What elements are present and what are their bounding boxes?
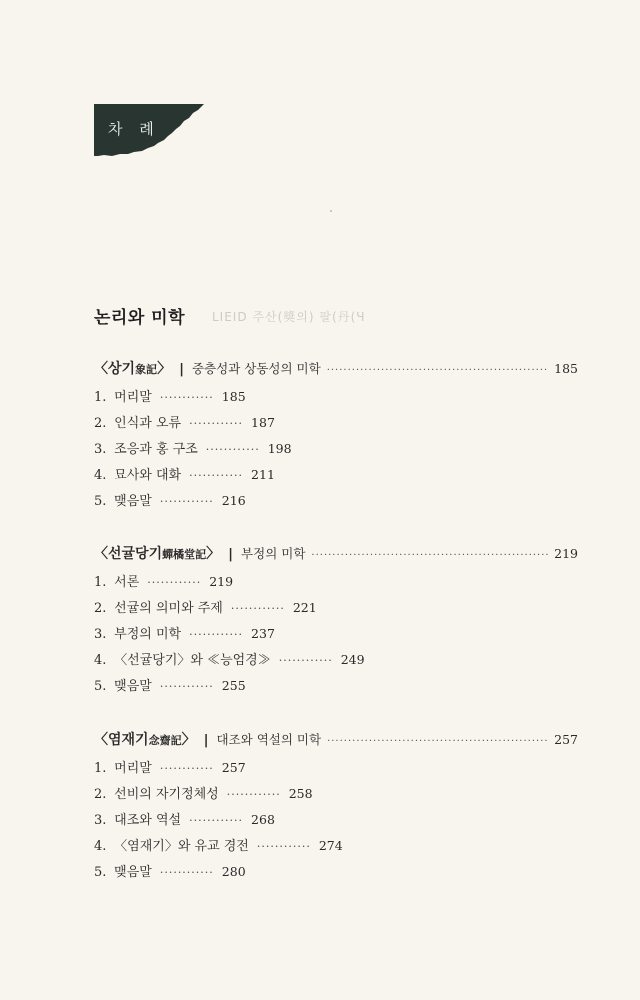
entry-title: 맺음말 xyxy=(114,679,152,694)
entry-number: 1. xyxy=(94,575,107,590)
entry-number: 3. xyxy=(94,442,107,457)
section-separator: | xyxy=(203,732,209,748)
entry-number: 2. xyxy=(94,601,107,616)
section-title-close: 〉 xyxy=(157,361,172,377)
entry-page-number: 221 xyxy=(292,600,317,615)
entry-title: 머리말 xyxy=(114,390,152,405)
toc-entry[interactable] xyxy=(94,569,578,595)
dot-leader: ············ xyxy=(147,576,202,589)
entry-number: 3. xyxy=(94,813,107,828)
toc-section-yeomjaegi xyxy=(94,729,578,885)
section-title: 〈상기 xyxy=(94,361,136,377)
dot-leader: ············ xyxy=(159,866,214,879)
dot-leader: ············ xyxy=(230,602,285,615)
entry-title: 선비의 자기정체성 xyxy=(114,787,219,802)
toc-entry[interactable] xyxy=(94,859,578,885)
dot-leader: ············ xyxy=(159,495,214,508)
entry-page-number: 255 xyxy=(221,678,246,693)
entry-page-number: 216 xyxy=(221,493,246,508)
toc-badge xyxy=(94,104,204,156)
entry-number: 1. xyxy=(94,761,107,776)
section-page-number: 257 xyxy=(554,732,578,747)
section-title-close: 〉 xyxy=(181,732,196,748)
section-title-close: 〉 xyxy=(206,546,221,562)
toc-section-seongyuldanggi xyxy=(94,543,578,699)
toc-entry[interactable] xyxy=(94,410,578,436)
dot-leader: ············ xyxy=(189,628,244,641)
dot-leader: ············ xyxy=(159,391,214,404)
entry-number: 2. xyxy=(94,416,107,431)
entry-page-number: 280 xyxy=(221,864,246,879)
entry-title: 묘사와 대화 xyxy=(114,468,182,483)
entry-number: 3. xyxy=(94,627,107,642)
entry-title: 선귤의 의미와 주제 xyxy=(114,601,223,616)
entry-title: 〈선귤당기〉와 ≪능엄경≫ xyxy=(114,653,271,668)
dot-leader xyxy=(311,550,548,561)
dot-leader: ············ xyxy=(189,469,244,482)
dot-leader: ············ xyxy=(256,840,311,853)
entry-number: 5. xyxy=(94,494,107,509)
entry-page-number: 274 xyxy=(318,838,343,853)
toc-entry[interactable] xyxy=(94,488,578,514)
entry-title: 부정의 미학 xyxy=(114,627,182,642)
entry-title: 〈염재기〉와 유교 경전 xyxy=(114,839,249,854)
entry-number: 2. xyxy=(94,787,107,802)
part-title: 논리와 미학 xyxy=(94,308,186,328)
toc-entry[interactable] xyxy=(94,647,578,673)
section-hanja: 念齋記 xyxy=(148,734,182,747)
dot-leader xyxy=(327,365,548,376)
entry-page-number: 187 xyxy=(251,415,275,430)
section-subtitle: 부정의 미학 xyxy=(241,546,306,561)
dot-leader: ············ xyxy=(159,680,214,693)
section-hanja: 蟬橘堂記 xyxy=(162,548,207,561)
section-title: 〈선귤당기 xyxy=(94,546,163,562)
entry-title: 대조와 역설 xyxy=(114,813,182,828)
entry-page-number: 198 xyxy=(267,441,292,456)
toc-entry[interactable] xyxy=(94,462,578,488)
toc-label: 차 례 xyxy=(108,120,160,138)
section-page-number: 219 xyxy=(554,546,578,561)
toc-entry[interactable] xyxy=(94,595,578,621)
toc-entry[interactable] xyxy=(94,673,578,699)
entry-page-number: 211 xyxy=(251,467,275,482)
toc-entry[interactable] xyxy=(94,755,578,781)
entry-title: 맺음말 xyxy=(114,865,152,880)
dot-leader: ············ xyxy=(189,814,244,827)
toc-entry[interactable] xyxy=(94,384,578,410)
section-separator: | xyxy=(179,361,184,377)
entry-title: 머리말 xyxy=(114,761,152,776)
entry-page-number: 249 xyxy=(340,652,365,667)
entry-number: 5. xyxy=(94,679,107,694)
section-title: 〈염재기 xyxy=(94,732,149,748)
entry-title: 인식과 오류 xyxy=(114,416,182,431)
entry-page-number: 185 xyxy=(221,389,246,404)
dot-leader: ············ xyxy=(226,788,281,801)
section-page-number: 185 xyxy=(554,361,578,376)
show-through-text: LIEID 주산(獎의) 팔(丹(Ч xyxy=(212,310,366,324)
entry-number: 4. xyxy=(94,653,107,668)
entry-page-number: 268 xyxy=(251,812,275,827)
section-hanja: 象記 xyxy=(135,363,158,376)
entry-title: 조응과 홍 구조 xyxy=(114,442,198,457)
section-heading[interactable] xyxy=(94,543,578,565)
dot-leader: ············ xyxy=(278,654,333,667)
section-subtitle: 대조와 역설의 미학 xyxy=(216,732,322,747)
section-heading[interactable] xyxy=(94,358,578,380)
toc-entry[interactable] xyxy=(94,781,578,807)
entry-number: 4. xyxy=(94,468,107,483)
entry-page-number: 219 xyxy=(209,574,234,589)
entry-page-number: 257 xyxy=(221,760,246,775)
toc-entry[interactable] xyxy=(94,621,578,647)
section-heading[interactable] xyxy=(94,729,578,751)
dot-leader: ············ xyxy=(205,443,260,456)
entry-title: 맺음말 xyxy=(114,494,152,509)
toc-entry[interactable] xyxy=(94,833,578,859)
section-subtitle: 중층성과 상동성의 미학 xyxy=(192,361,321,376)
entry-number: 4. xyxy=(94,839,107,854)
entry-number: 1. xyxy=(94,390,107,405)
entry-title: 서론 xyxy=(114,575,140,590)
paper-speck xyxy=(330,210,332,212)
entry-number: 5. xyxy=(94,865,107,880)
dot-leader: ············ xyxy=(189,417,244,430)
dot-leader xyxy=(327,736,548,747)
toc-entry[interactable] xyxy=(94,436,578,462)
toc-section-sanggi xyxy=(94,358,578,514)
entry-page-number: 258 xyxy=(288,786,313,801)
entry-page-number: 237 xyxy=(251,626,275,641)
toc-entry[interactable] xyxy=(94,807,578,833)
dot-leader: ············ xyxy=(159,762,214,775)
section-separator: | xyxy=(228,546,234,562)
